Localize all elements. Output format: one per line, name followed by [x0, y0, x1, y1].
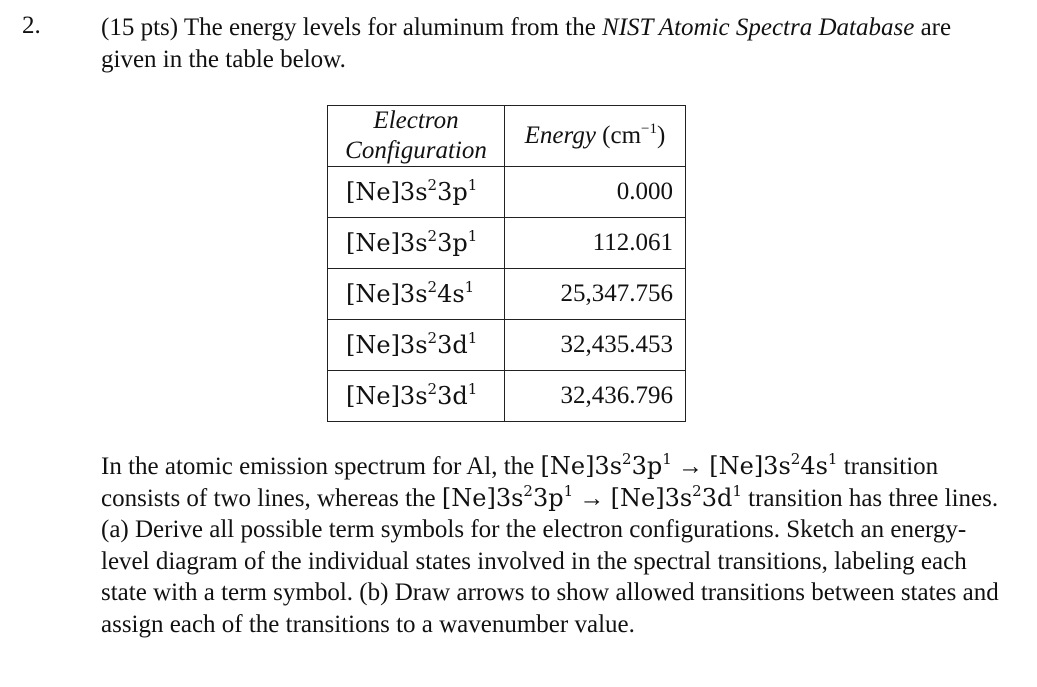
config-exp-2: 1 — [467, 175, 478, 194]
energy-cell: 32,436.796 — [505, 371, 686, 422]
config-c-exp1: 2 — [523, 481, 533, 500]
config-c-orbital: 3p — [532, 483, 564, 512]
energy-levels-table — [327, 105, 686, 422]
config-core: [Ne]3 — [346, 177, 416, 206]
config-exp-1: 2 — [427, 277, 438, 296]
config-exp-1: 2 — [427, 379, 438, 398]
config-value — [346, 328, 478, 359]
config-d-core: [Ne]3s — [610, 483, 693, 512]
config-orbital-1: s — [415, 177, 428, 206]
config-b-exp2: 1 — [827, 450, 838, 468]
question-number: 2. — [22, 12, 41, 39]
config-orbital-1: s — [415, 228, 428, 257]
config-orbital-1: s — [415, 279, 428, 308]
config-orbital-2: 4s — [437, 279, 465, 308]
config-exp-2: 1 — [467, 328, 478, 347]
config-cell — [328, 269, 505, 320]
table-row — [328, 167, 686, 218]
config-value — [346, 277, 475, 308]
energy-cell: 112.061 — [505, 218, 686, 269]
config-exp-2: 1 — [467, 379, 478, 398]
config-b — [709, 452, 837, 480]
config-c — [441, 481, 574, 512]
config-core: [Ne]3 — [346, 330, 416, 359]
config-cell — [328, 167, 505, 218]
config-orbital-1: s — [415, 381, 428, 410]
config-b-exp1: 2 — [790, 450, 801, 468]
config-a-core: [Ne]3s — [540, 452, 623, 480]
config-d — [610, 481, 742, 512]
config-c-exp2: 1 — [563, 481, 574, 500]
config-core: [Ne]3 — [346, 279, 416, 308]
config-c-core: [Ne]3s — [441, 483, 524, 512]
intro-source: NIST Atomic Spectra Database — [602, 14, 915, 41]
config-a-exp1: 2 — [622, 450, 632, 468]
table-row — [328, 218, 686, 269]
config-exp-2: 1 — [464, 277, 475, 296]
arrow-1: → — [671, 453, 710, 480]
config-a — [541, 452, 672, 480]
config-value — [346, 226, 478, 257]
config-exp-2: 1 — [467, 226, 478, 245]
config-orbital-2: 3d — [437, 330, 468, 359]
table-header-row — [328, 106, 686, 167]
config-cell — [328, 371, 505, 422]
config-header-line2: Configuration — [345, 137, 487, 164]
config-orbital-2: 3p — [437, 177, 468, 206]
config-a-exp2: 1 — [662, 450, 672, 468]
intro-text-2: are given in the table below. — [101, 14, 952, 73]
config-orbital-1: s — [415, 330, 428, 359]
intro-text-1: (15 pts) The energy levels for aluminum from the — [101, 14, 603, 41]
config-b-orbital: 4s — [800, 452, 828, 480]
config-exp-1: 2 — [427, 175, 438, 194]
config-header-line1: Electron — [373, 107, 459, 134]
config-d-exp1: 2 — [692, 481, 702, 500]
config-header — [328, 106, 505, 167]
energy-cell: 25,347.756 — [505, 269, 686, 320]
config-exp-1: 2 — [427, 226, 438, 245]
energy-cell: 0.000 — [505, 167, 686, 218]
table-row — [328, 320, 686, 371]
config-orbital-2: 3d — [437, 381, 468, 410]
body-text-1: In the atomic emission spectrum for Al, the — [101, 453, 541, 480]
config-orbital-2: 3p — [437, 228, 468, 257]
energy-header: Energy $(cm^{-1})$ — [505, 106, 686, 167]
config-exp-1: 2 — [427, 328, 438, 347]
question-intro — [101, 12, 1011, 76]
config-core: [Ne]3 — [346, 381, 416, 410]
config-d-orbital: 3d — [701, 483, 733, 512]
arrow-2: → — [573, 484, 611, 512]
config-core: [Ne]3 — [346, 228, 416, 257]
table-row — [328, 269, 686, 320]
config-cell — [328, 320, 505, 371]
config-b-core: [Ne]3s — [709, 452, 791, 480]
config-value — [346, 379, 478, 410]
body-text-3: transition has three lines. (a) Derive all possible term symbols for the electron configurations. Sketch an energy-level diagram of the individual states involved in the spectral transitions, labeling each state with a term symbol. (b) Draw arrows to show allowed transitions between states and assign each of the transitions to a wavenumber value. — [101, 484, 999, 638]
table-row — [328, 371, 686, 422]
question-body — [101, 451, 1011, 640]
energy-cell: 32,435.453 — [505, 320, 686, 371]
config-cell — [328, 218, 505, 269]
config-d-exp2: 1 — [732, 481, 742, 500]
config-value — [346, 175, 478, 206]
body-text-2: transition consists of two lines, whereas the — [101, 453, 939, 512]
config-a-orbital: 3p — [631, 452, 663, 480]
